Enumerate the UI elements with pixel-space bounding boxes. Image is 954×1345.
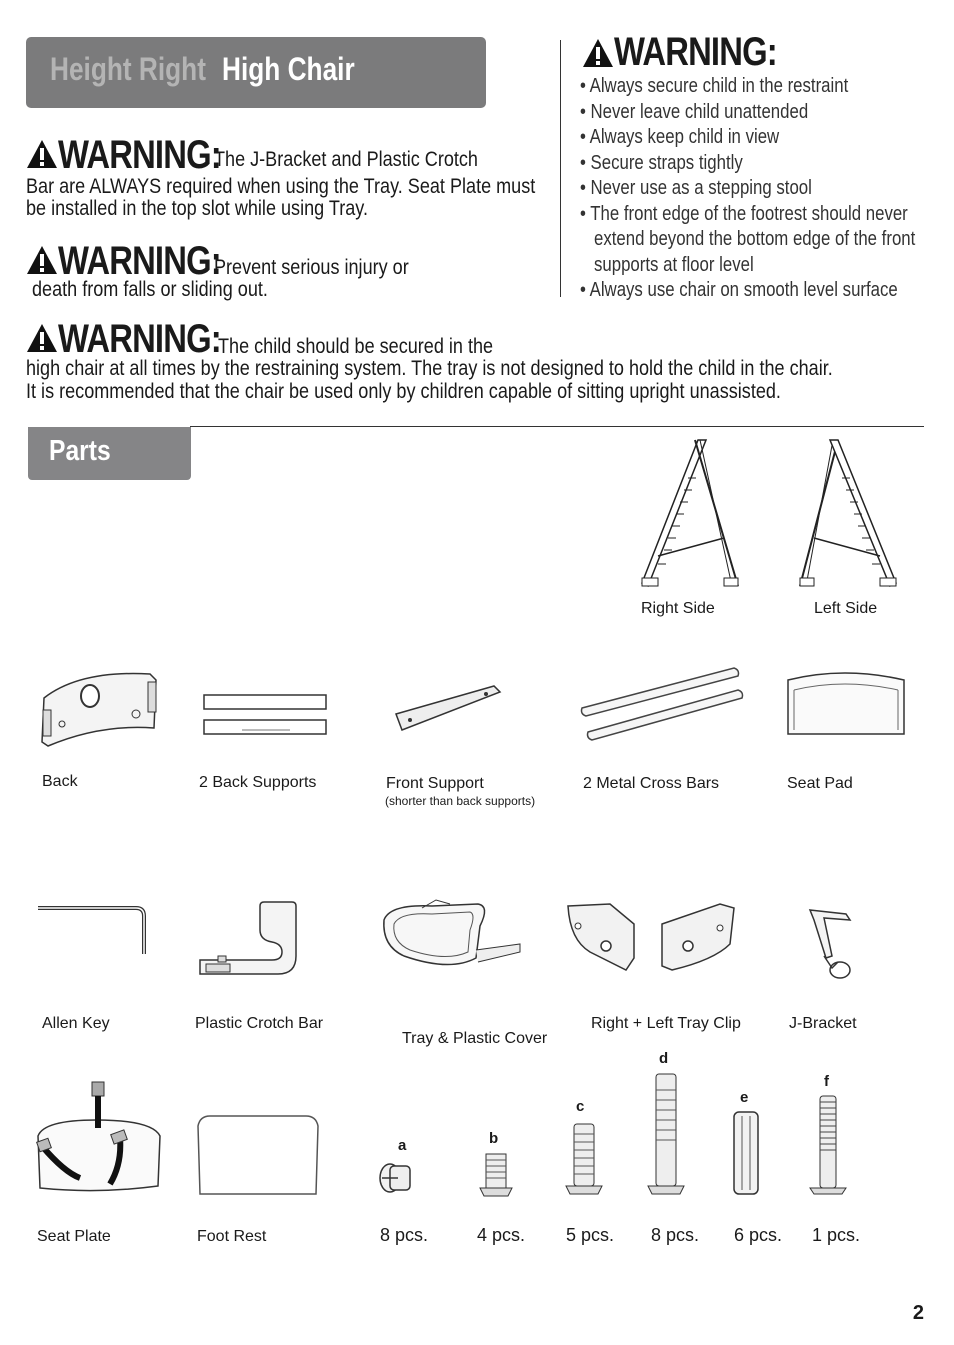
allen-key-label: Allen Key (42, 1015, 110, 1032)
warning-1-text: The J-Bracket and Plastic Crotch (214, 148, 478, 171)
back-illustration (40, 668, 160, 748)
page-number: 2 (912, 1302, 924, 1324)
divider-vertical (560, 40, 561, 297)
hardware-b-qty: 4 pcs. (477, 1225, 526, 1245)
left-side-illustration (798, 438, 898, 588)
parts-heading: Parts (49, 435, 111, 467)
warning-2-text: Prevent serious injury or (214, 256, 409, 279)
front-support-note: (shorter than back supports) (385, 794, 536, 808)
divider-horizontal (190, 426, 924, 427)
warning-triangle-icon (26, 245, 58, 275)
list-item: • Never use as a stepping stool (580, 177, 812, 199)
hardware-f-icon (808, 1092, 848, 1196)
hardware-d-icon (646, 1070, 686, 1196)
hardware-e-qty: 6 pcs. (734, 1225, 783, 1245)
hardware-a-qty: 8 pcs. (380, 1225, 429, 1245)
brand-name: Height Right (50, 51, 206, 87)
warning-label: WARNING: (614, 30, 777, 74)
warning-1-line2: Bar are ALWAYS required when using the Tray. Seat Plate must (26, 175, 536, 198)
back-label: Back (42, 773, 78, 790)
list-item: • Always keep child in view (580, 126, 780, 148)
list-item: • Never leave child unattended (580, 100, 809, 123)
j-bracket-illustration (802, 900, 858, 980)
parts-heading-box (28, 427, 191, 480)
left-side-label: Left Side (814, 600, 878, 617)
warning-1-line3: be installed in the top slot while using Tray. (26, 197, 368, 220)
warning-3-line3: It is recommended that the chair be used only by children capable of sitting upright unassisted. (26, 380, 781, 403)
back-supports-illustration (202, 692, 328, 740)
product-name: High Chair (222, 51, 355, 87)
tray-clip-label: Right + Left Tray Clip (591, 1015, 741, 1032)
hardware-letter-c: c (576, 1098, 585, 1115)
title-banner (26, 37, 486, 108)
seat-pad-illustration (784, 666, 908, 738)
metal-cross-bars-illustration (578, 664, 744, 744)
warning-4 (582, 30, 813, 75)
warning-triangle-icon (26, 323, 58, 353)
j-bracket-label: J-Bracket (789, 1015, 857, 1032)
list-item: extend beyond the bottom edge of the front (580, 228, 916, 250)
tray-label: Tray & Plastic Cover (402, 1030, 548, 1047)
hardware-c-qty: 5 pcs. (566, 1225, 615, 1245)
tray-illustration (380, 900, 525, 980)
hardware-letter-e: e (740, 1089, 749, 1106)
foot-rest-illustration (196, 1114, 320, 1196)
right-side-illustration (640, 438, 740, 588)
list-item: supports at floor level (580, 253, 754, 276)
front-support-label: Front Support (386, 775, 484, 792)
seat-pad-label: Seat Pad (787, 775, 853, 792)
hardware-letter-b: b (489, 1130, 499, 1147)
warning-label: WARNING: (58, 239, 221, 283)
list-item: • Always secure child in the restraint (580, 75, 849, 97)
hardware-letter-f: f (824, 1073, 829, 1090)
hardware-e-icon (731, 1110, 761, 1196)
warning-triangle-icon (582, 38, 614, 68)
warning-triangle-icon (26, 139, 58, 169)
list-item: • The front edge of the footrest should never (580, 202, 908, 225)
warning-label: WARNING: (58, 133, 221, 177)
hardware-letter-a: a (398, 1137, 407, 1154)
hardware-a-icon (376, 1158, 416, 1198)
hardware-b-icon (478, 1152, 514, 1198)
crotch-bar-illustration (198, 900, 303, 980)
cross-bars-label: 2 Metal Cross Bars (583, 775, 720, 792)
tray-clip-illustration (564, 900, 736, 974)
hardware-c-icon (564, 1120, 604, 1196)
crotch-bar-label: Plastic Crotch Bar (195, 1015, 324, 1032)
foot-rest-label: Foot Rest (197, 1228, 267, 1245)
back-supports-label: 2 Back Supports (199, 774, 317, 791)
seat-plate-label: Seat Plate (37, 1228, 111, 1245)
hardware-d-qty: 8 pcs. (651, 1225, 700, 1245)
warning-3-line2: high chair at all times by the restraining system. The tray is not designed to hold the child in the chair. (26, 357, 833, 380)
hardware-f-qty: 1 pcs. (812, 1225, 861, 1245)
list-item: • Always use chair on smooth level surface (580, 279, 898, 301)
list-item: • Secure straps tightly (580, 151, 743, 174)
warning-label: WARNING: (58, 317, 221, 361)
warning-bullet-list (580, 74, 954, 304)
allen-key-illustration (36, 904, 151, 954)
right-side-label: Right Side (641, 600, 715, 617)
hardware-letter-d: d (659, 1050, 669, 1067)
front-support-illustration (394, 684, 504, 734)
warning-3-text: The child should be secured in the (218, 335, 494, 358)
warning-2-line2: death from falls or sliding out. (32, 278, 268, 301)
seat-plate-illustration (36, 1080, 162, 1192)
